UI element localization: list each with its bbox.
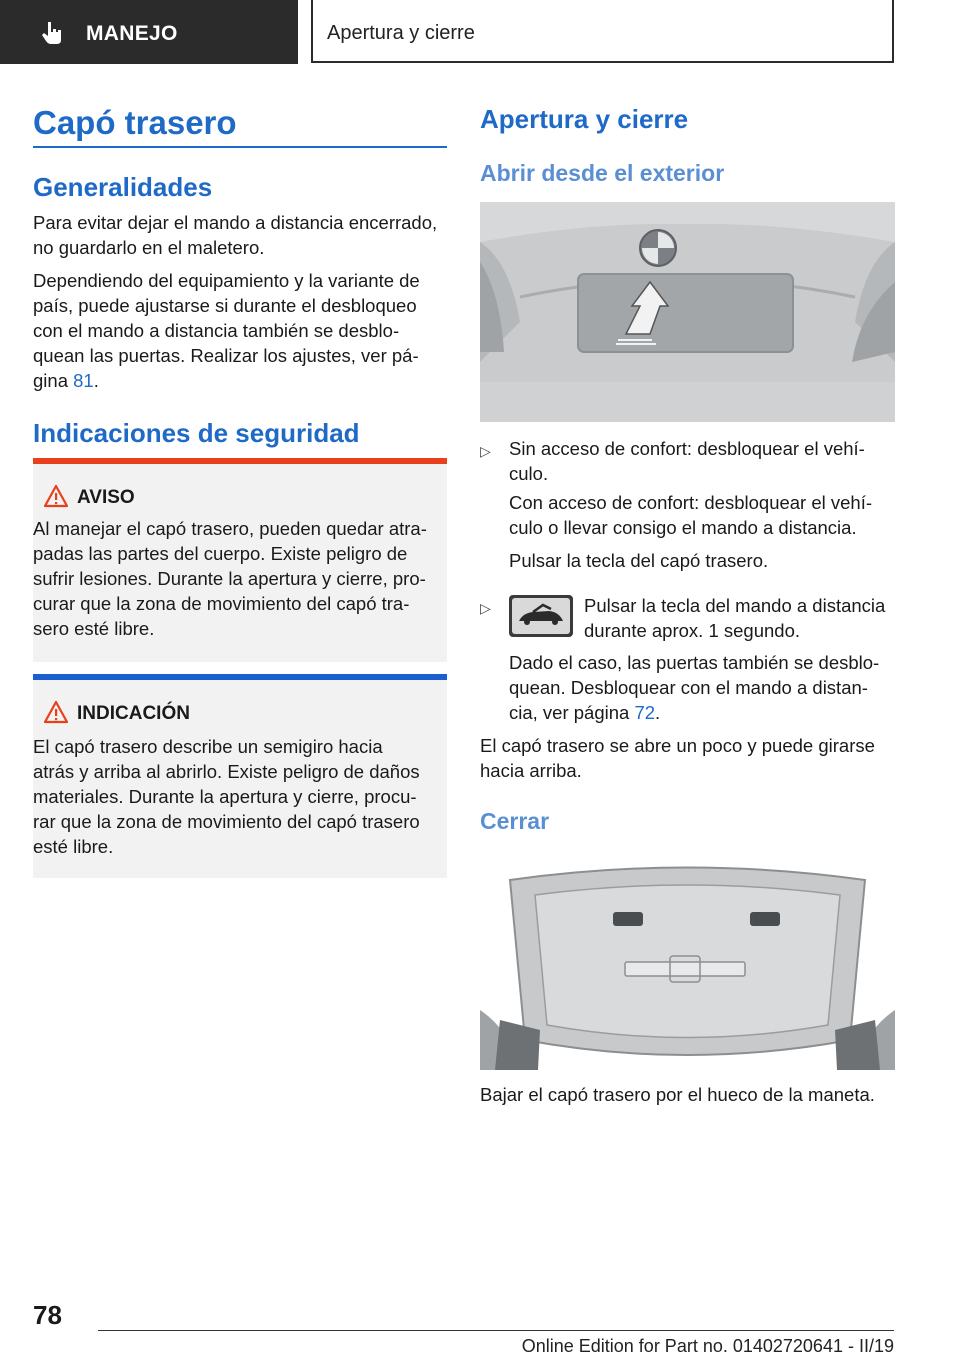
bullet-triangle-icon: ▷ bbox=[480, 443, 491, 459]
heading-apertura: Apertura y cierre bbox=[480, 104, 689, 134]
warning-title: AVISO bbox=[77, 487, 135, 508]
bullet-triangle-icon: ▷ bbox=[480, 600, 491, 616]
chapter-label: Apertura y cierre bbox=[327, 22, 475, 44]
paragraph-after-open: El capó trasero se abre un poco y puede girarse hacia arriba. bbox=[480, 735, 875, 781]
footer-edition: Online Edition for Part no. 01402720641 - II/19 bbox=[521, 1336, 894, 1356]
bullet-1-para-2: Con acceso de confort: desbloquear el vehí‐ culo o llevar consigo el mando a distancia. bbox=[509, 492, 873, 538]
section-label: MANEJO bbox=[86, 22, 178, 45]
warning-box-aviso bbox=[33, 458, 447, 662]
notice-bar bbox=[33, 674, 447, 680]
section-tab[interactable] bbox=[0, 0, 298, 64]
hand-pointer-icon bbox=[40, 20, 66, 51]
title-rule bbox=[33, 146, 447, 148]
warning-triangle-icon bbox=[43, 484, 69, 513]
bullet-1: Sin acceso de confort: desbloquear el vehí‐ culo. bbox=[509, 438, 865, 484]
heading-abrir: Abrir desde el exterior bbox=[480, 160, 725, 186]
illustration-trunk-close bbox=[480, 850, 895, 1070]
illustration-trunk-open bbox=[480, 202, 895, 422]
notice-text: El capó trasero describe un semigiro hacia atrás y arriba al abrirlo. Existe peligro de daños materiales. Durante la apertura y cierre, procu‐ rar que la zona de movimiento del capó trasero esté libre. bbox=[33, 736, 420, 857]
page-number: 78 bbox=[33, 1300, 62, 1330]
remote-trunk-key-icon bbox=[509, 595, 573, 637]
bullet-1-para-3: Pulsar la tecla del capó trasero. bbox=[509, 550, 769, 571]
paragraph-generalidades-2: Dependiendo del equipamiento y la variante de país, puede ajustarse si durante el desbloqueo con el mando a distancia también se desblo‐ quean las puertas. Realizar los ajustes, ver pá‐ gina 81. bbox=[33, 270, 420, 391]
notice-title: INDICACIÓN bbox=[77, 703, 190, 724]
warning-triangle-icon bbox=[43, 700, 69, 729]
heading-seguridad: Indicaciones de seguridad bbox=[33, 418, 360, 448]
warning-bar bbox=[33, 458, 447, 464]
warning-text: Al manejar el capó trasero, pueden quedar atra‐ padas las partes del cuerpo. Existe peligro de sufrir lesiones. Durante la apertura y cierre, pro‐ curar que la zona de movimiento del capó tra‐ sero esté libre. bbox=[33, 518, 427, 639]
page-title: Capó trasero bbox=[33, 104, 237, 141]
page-link-81[interactable]: 81 bbox=[73, 370, 94, 391]
bullet-2-para-2: Dado el caso, las puertas también se desblo‐ quean. Desbloquear con el mando a distan‐ cia, ver página 72. bbox=[509, 652, 880, 723]
paragraph-generalidades-1: Para evitar dejar el mando a distancia encerrado, no guardarlo en el maletero. bbox=[33, 212, 438, 258]
bullet-2: Pulsar la tecla del mando a distancia durante aprox. 1 segundo. bbox=[584, 595, 886, 641]
heading-cerrar: Cerrar bbox=[480, 808, 550, 834]
caption-close: Bajar el capó trasero por el hueco de la maneta. bbox=[480, 1084, 875, 1105]
notice-box-indicacion bbox=[33, 674, 447, 878]
heading-generalidades: Generalidades bbox=[33, 172, 213, 202]
page-link-72[interactable]: 72 bbox=[634, 702, 656, 723]
footer-rule bbox=[98, 1330, 894, 1331]
chapter-tab bbox=[311, 0, 894, 63]
